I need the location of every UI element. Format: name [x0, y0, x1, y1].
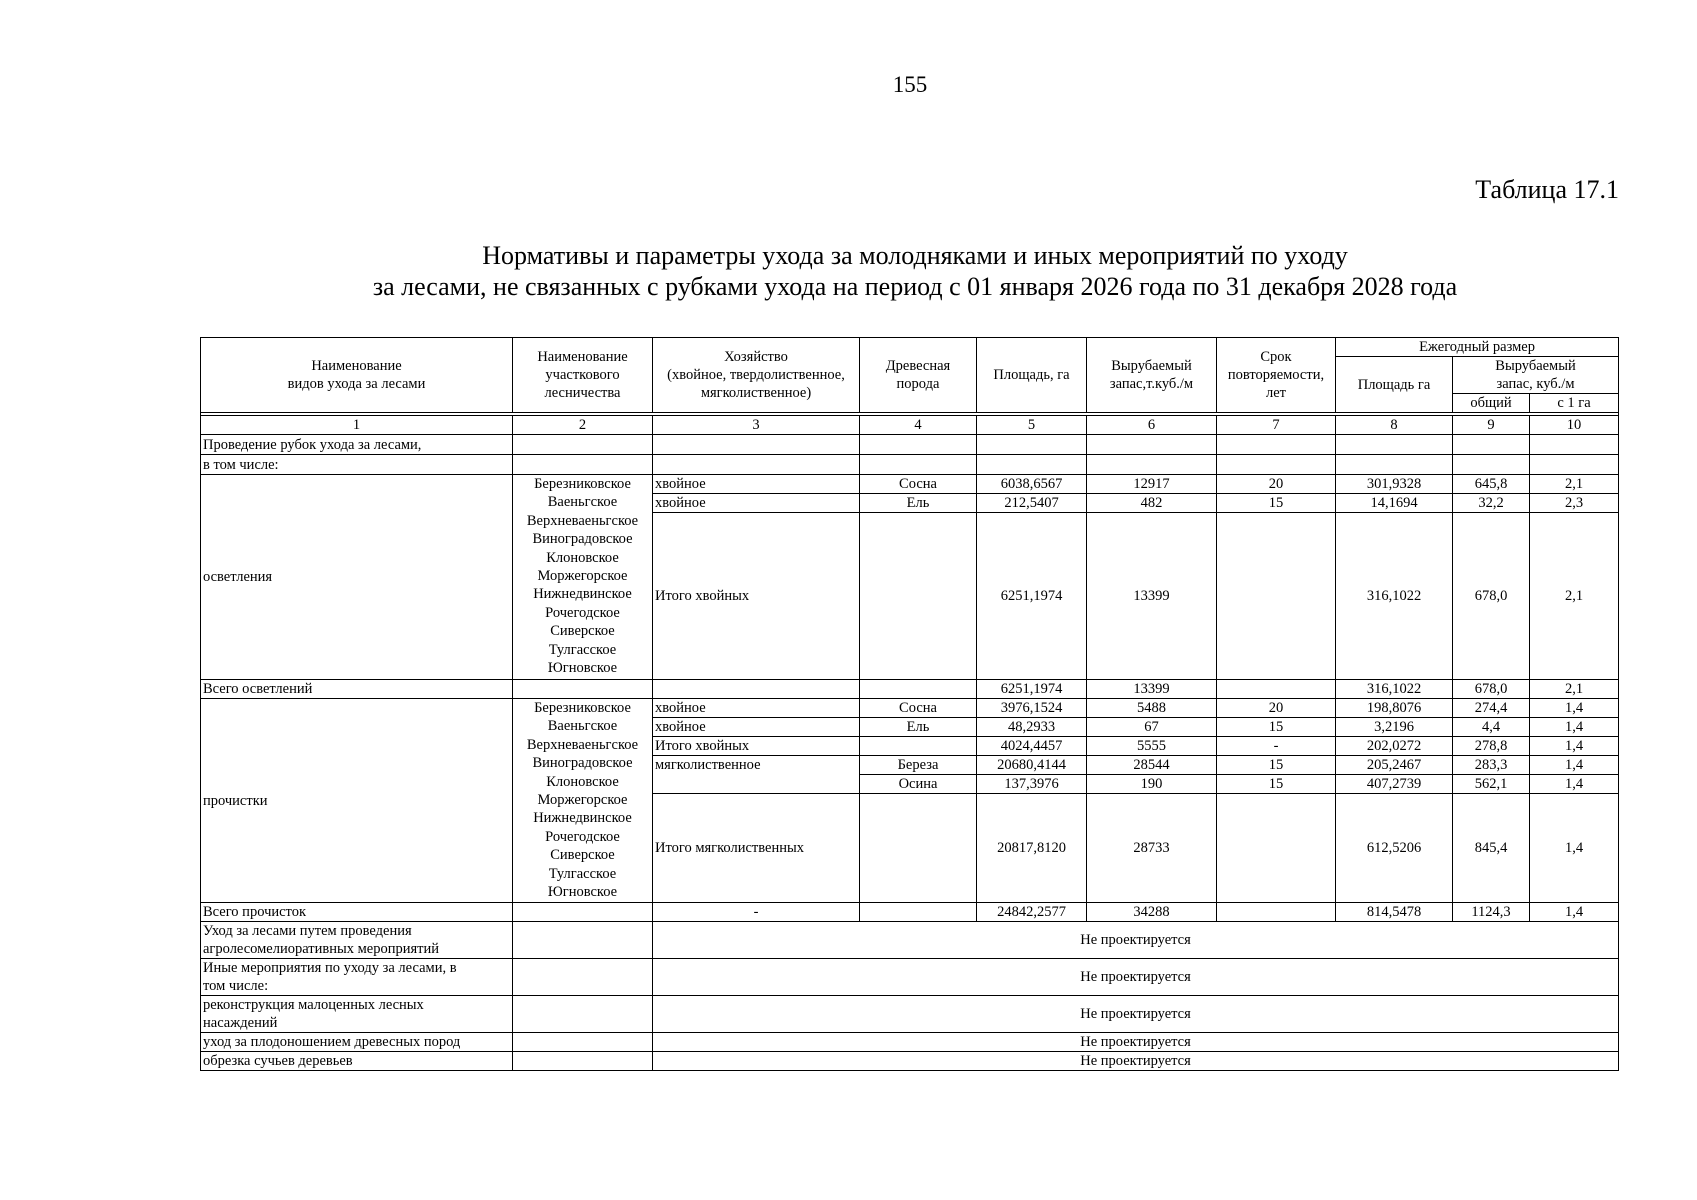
column-numbers-row — [201, 416, 1619, 435]
farm-cell: мягколиственное — [653, 756, 860, 794]
species-cell: Ель — [860, 494, 977, 513]
header-area: Площадь, га — [977, 338, 1087, 413]
species-cell: Сосна — [860, 699, 977, 718]
annual-total-cell: 845,4 — [1453, 794, 1530, 903]
farm-cell: хвойное — [653, 494, 860, 513]
col-number: 3 — [653, 416, 860, 435]
annual-total-cell: 4,4 — [1453, 718, 1530, 737]
row-label: Всего прочисток — [201, 903, 513, 922]
stock-cell: 5488 — [1087, 699, 1217, 718]
annual-total-cell: 274,4 — [1453, 699, 1530, 718]
annual-per-ha-cell: 1,4 — [1530, 903, 1619, 922]
col-number: 6 — [1087, 416, 1217, 435]
not-designed-cell: Не проектируется — [653, 922, 1619, 959]
annual-per-ha-cell: 2,1 — [1530, 475, 1619, 494]
table-row — [201, 1033, 1619, 1052]
header-forestry: Наименование участкового лесничества — [513, 338, 653, 413]
stock-cell: 13399 — [1087, 680, 1217, 699]
stock-cell: 482 — [1087, 494, 1217, 513]
page-title — [280, 240, 1550, 302]
area-cell: 24842,2577 — [977, 903, 1087, 922]
annual-per-ha-cell: 2,1 — [1530, 680, 1619, 699]
annual-total-cell: 678,0 — [1453, 513, 1530, 680]
area-cell: 3976,1524 — [977, 699, 1087, 718]
annual-area-cell: 407,2739 — [1336, 775, 1453, 794]
header-row-1 — [201, 338, 1619, 357]
header-annual-stock: Вырубаемый запас, куб./м — [1453, 357, 1619, 394]
table-row — [201, 996, 1619, 1033]
row-label: Уход за лесами путем проведения агролесомелиоративных мероприятий — [201, 922, 513, 959]
annual-area-cell: 3,2196 — [1336, 718, 1453, 737]
annual-area-cell: 301,9328 — [1336, 475, 1453, 494]
header-activity-type: Наименование видов ухода за лесами — [201, 338, 513, 413]
stock-cell: 190 — [1087, 775, 1217, 794]
stock-cell: 5555 — [1087, 737, 1217, 756]
farm-cell: хвойное — [653, 718, 860, 737]
row-label: реконструкция малоценных лесных насаждений — [201, 996, 513, 1033]
activity-cleaning: прочистки — [201, 699, 513, 903]
not-designed-cell: Не проектируется — [653, 959, 1619, 996]
col-number: 7 — [1217, 416, 1336, 435]
row-label: Проведение рубок ухода за лесами, — [201, 435, 513, 455]
header-total: общий — [1453, 394, 1530, 413]
row-label: Всего осветлений — [201, 680, 513, 699]
col-number: 1 — [201, 416, 513, 435]
annual-area-cell: 205,2467 — [1336, 756, 1453, 775]
header-annual-area: Площадь га — [1336, 357, 1453, 413]
row-label: уход за плодоношением древесных пород — [201, 1033, 513, 1052]
table-row — [201, 475, 1619, 494]
col-number: 8 — [1336, 416, 1453, 435]
farm-cell: хвойное — [653, 699, 860, 718]
annual-per-ha-cell: 1,4 — [1530, 775, 1619, 794]
annual-area-cell: 202,0272 — [1336, 737, 1453, 756]
annual-area-cell: 316,1022 — [1336, 513, 1453, 680]
area-cell: 6038,6567 — [977, 475, 1087, 494]
farm-cell: хвойное — [653, 475, 860, 494]
species-cell: Береза — [860, 756, 977, 775]
farm-cell: Итого мягколиственных — [653, 794, 860, 903]
period-cell: 20 — [1217, 475, 1336, 494]
stock-cell: 12917 — [1087, 475, 1217, 494]
row-label: Иные мероприятия по уходу за лесами, в том числе: — [201, 959, 513, 996]
stock-cell: 28733 — [1087, 794, 1217, 903]
period-cell: - — [1217, 737, 1336, 756]
farm-cell: - — [653, 903, 860, 922]
annual-area-cell: 14,1694 — [1336, 494, 1453, 513]
annual-per-ha-cell: 1,4 — [1530, 756, 1619, 775]
header-stock: Вырубаемый запас,т.куб./м — [1087, 338, 1217, 413]
not-designed-cell: Не проектируется — [653, 1052, 1619, 1071]
table-row — [201, 435, 1619, 455]
stock-cell: 34288 — [1087, 903, 1217, 922]
period-cell: 15 — [1217, 775, 1336, 794]
col-number: 9 — [1453, 416, 1530, 435]
annual-total-cell: 678,0 — [1453, 680, 1530, 699]
annual-per-ha-cell: 1,4 — [1530, 699, 1619, 718]
header-annual: Ежегодный размер — [1336, 338, 1619, 357]
area-cell: 20680,4144 — [977, 756, 1087, 775]
table-label: Таблица 17.1 — [1475, 175, 1619, 204]
stock-cell: 67 — [1087, 718, 1217, 737]
title-line-2: за лесами, не связанных с рубками ухода на период с 01 января 2026 года по 31 декабря 2028 года — [372, 272, 1458, 301]
forestry-list: Березниковское Ваеньгское Верхневаеньгское Виноградовское Клоновское Моржегорское Нижнедвинское Рочегодское Сиверское Тулгасское Югновское — [513, 699, 653, 903]
annual-per-ha-cell: 1,4 — [1530, 718, 1619, 737]
farm-cell: Итого хвойных — [653, 737, 860, 756]
table-row — [201, 922, 1619, 959]
annual-total-cell: 32,2 — [1453, 494, 1530, 513]
forestry-list: Березниковское Ваеньгское Верхневаеньгское Виноградовское Клоновское Моржегорское Нижнедвинское Рочегодское Сиверское Тулгасское Югновское — [513, 475, 653, 680]
area-cell: 48,2933 — [977, 718, 1087, 737]
title-line-1: Нормативы и параметры ухода за молодняками и иных мероприятий по уходу — [482, 241, 1348, 270]
table-row — [201, 680, 1619, 699]
annual-area-cell: 814,5478 — [1336, 903, 1453, 922]
annual-total-cell: 562,1 — [1453, 775, 1530, 794]
stock-cell: 13399 — [1087, 513, 1217, 680]
period-cell: 15 — [1217, 494, 1336, 513]
annual-area-cell: 316,1022 — [1336, 680, 1453, 699]
col-number: 4 — [860, 416, 977, 435]
stock-cell: 28544 — [1087, 756, 1217, 775]
annual-per-ha-cell: 1,4 — [1530, 737, 1619, 756]
table-row — [201, 903, 1619, 922]
annual-area-cell: 198,8076 — [1336, 699, 1453, 718]
annual-total-cell: 283,3 — [1453, 756, 1530, 775]
area-cell: 6251,1974 — [977, 513, 1087, 680]
annual-total-cell: 278,8 — [1453, 737, 1530, 756]
table-row — [201, 959, 1619, 996]
row-label: обрезка сучьев деревьев — [201, 1052, 513, 1071]
header-farm: Хозяйство (хвойное, твердолиственное, мягколиственное) — [653, 338, 860, 413]
not-designed-cell: Не проектируется — [653, 996, 1619, 1033]
not-designed-cell: Не проектируется — [653, 1033, 1619, 1052]
annual-per-ha-cell: 1,4 — [1530, 794, 1619, 903]
area-cell: 137,3976 — [977, 775, 1087, 794]
annual-per-ha-cell: 2,1 — [1530, 513, 1619, 680]
header-period: Срок повторяемости, лет — [1217, 338, 1336, 413]
annual-area-cell: 612,5206 — [1336, 794, 1453, 903]
annual-total-cell: 1124,3 — [1453, 903, 1530, 922]
species-cell: Сосна — [860, 475, 977, 494]
area-cell: 20817,8120 — [977, 794, 1087, 903]
header-per-ha: с 1 га — [1530, 394, 1619, 413]
area-cell: 4024,4457 — [977, 737, 1087, 756]
table-row — [201, 1052, 1619, 1071]
period-cell: 15 — [1217, 756, 1336, 775]
annual-per-ha-cell: 2,3 — [1530, 494, 1619, 513]
period-cell: 20 — [1217, 699, 1336, 718]
period-cell: 15 — [1217, 718, 1336, 737]
table-row — [201, 455, 1619, 475]
col-number: 2 — [513, 416, 653, 435]
species-cell: Ель — [860, 718, 977, 737]
page-number: 155 — [892, 72, 928, 97]
row-label: в том числе: — [201, 455, 513, 475]
area-cell: 6251,1974 — [977, 680, 1087, 699]
col-number: 10 — [1530, 416, 1619, 435]
area-cell: 212,5407 — [977, 494, 1087, 513]
farm-cell: Итого хвойных — [653, 513, 860, 680]
col-number: 5 — [977, 416, 1087, 435]
activity-lightening: осветления — [201, 475, 513, 680]
annual-total-cell: 645,8 — [1453, 475, 1530, 494]
care-norms-table — [200, 337, 1619, 1071]
species-cell: Осина — [860, 775, 977, 794]
table-row — [201, 699, 1619, 718]
header-species: Древесная порода — [860, 338, 977, 413]
